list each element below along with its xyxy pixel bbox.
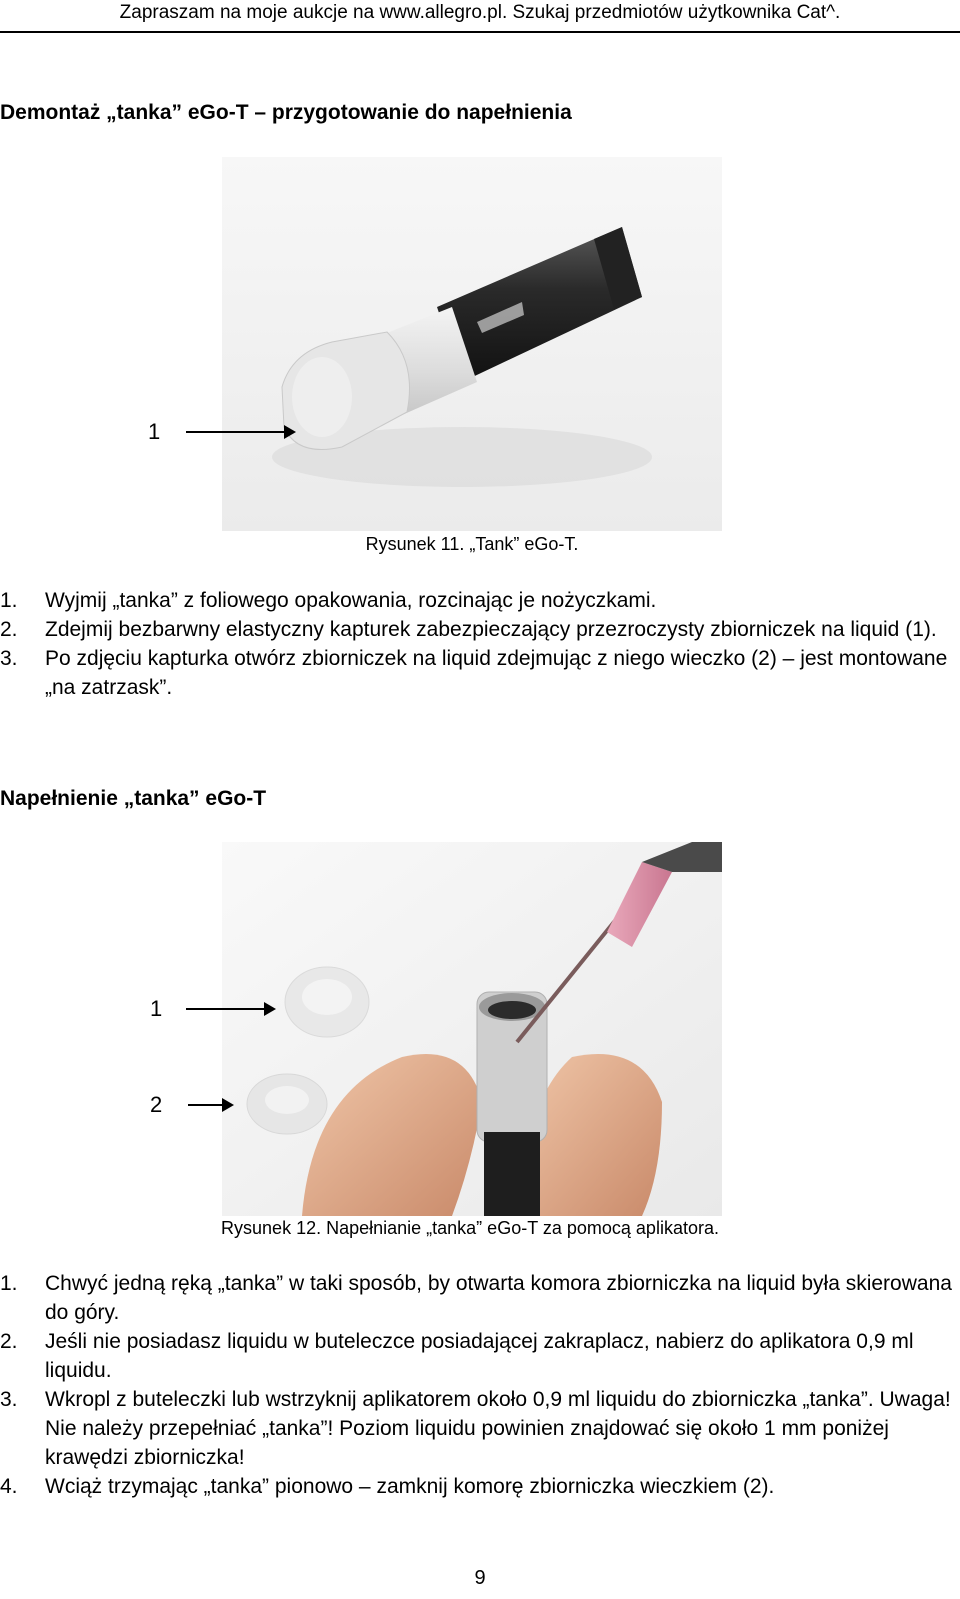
list-item — [0, 1327, 960, 1385]
step-number: 1. — [0, 1272, 18, 1295]
step-number: 1. — [0, 589, 18, 612]
figure-11-label-1: 1 — [148, 419, 161, 444]
figure-12-caption: Rysunek 12. Napełnianie „tanka” eGo-T za pomocą aplikatora. — [221, 1218, 719, 1238]
section-title-disassembly: Demontaż „tanka” eGo-T – przygotowanie do napełnienia — [0, 101, 572, 124]
tank-illustration — [222, 157, 722, 531]
figure-12-filling-photo — [222, 842, 722, 1216]
step-number: 3. — [0, 647, 18, 670]
figure-12-label-1: 1 — [150, 996, 163, 1021]
list-item — [0, 644, 960, 702]
disassembly-steps — [0, 586, 960, 702]
step-text: Chwyć jedną ręką „tanka” w taki sposób, by otwarta komora zbiorniczka na liquid była skierowana do góry. — [45, 1272, 952, 1324]
step-text: Wkropl z buteleczki lub wstrzyknij aplikatorem około 0,9 ml liquidu do zbiorniczka „tanka”. Uwaga! Nie należy przepełniać „tanka”! Poziom liquidu powinien znajdować się około 1 mm poniżej krawędzi zbiorniczka! — [45, 1388, 951, 1469]
step-number: 4. — [0, 1475, 18, 1498]
figure-12-arrow-2 — [188, 1104, 232, 1106]
page-header: Zapraszam na moje aukcje na www.allegro.pl. Szukaj przedmiotów użytkownika Cat^. — [119, 2, 841, 23]
list-item — [0, 615, 960, 644]
figure-11-arrow-1 — [186, 431, 294, 433]
page-number: 9 — [474, 1567, 486, 1589]
step-text: Wyjmij „tanka” z foliowego opakowania, rozcinając je nożyczkami. — [45, 589, 657, 612]
step-number: 2. — [0, 618, 18, 641]
list-item — [0, 586, 960, 615]
figure-11-tank-photo — [222, 157, 722, 531]
step-number: 2. — [0, 1330, 18, 1353]
figure-11-caption: Rysunek 11. „Tank” eGo-T. — [365, 534, 579, 554]
step-text: Zdejmij bezbarwny elastyczny kapturek zabezpieczający przezroczysty zbiorniczek na liquid (1). — [45, 618, 937, 641]
figure-12-arrow-1 — [186, 1008, 274, 1010]
step-number: 3. — [0, 1388, 18, 1411]
step-text: Po zdjęciu kapturka otwórz zbiorniczek na liquid zdejmując z niego wieczko (2) – jest montowane „na zatrzask”. — [45, 647, 948, 699]
step-text: Jeśli nie posiadasz liquidu w buteleczce posiadającej zakraplacz, nabierz do aplikatora 0,9 ml liquidu. — [45, 1330, 914, 1382]
figure-12-label-2: 2 — [150, 1092, 163, 1117]
filling-illustration — [222, 842, 722, 1216]
section-title-filling: Napełnienie „tanka” eGo-T — [0, 787, 267, 810]
list-item — [0, 1385, 960, 1472]
filling-steps — [0, 1269, 960, 1501]
list-item — [0, 1472, 960, 1501]
list-item — [0, 1269, 960, 1327]
header-divider — [0, 31, 960, 33]
step-text: Wciąż trzymając „tanka” pionowo – zamknij komorę zbiorniczka wieczkiem (2). — [45, 1475, 775, 1498]
